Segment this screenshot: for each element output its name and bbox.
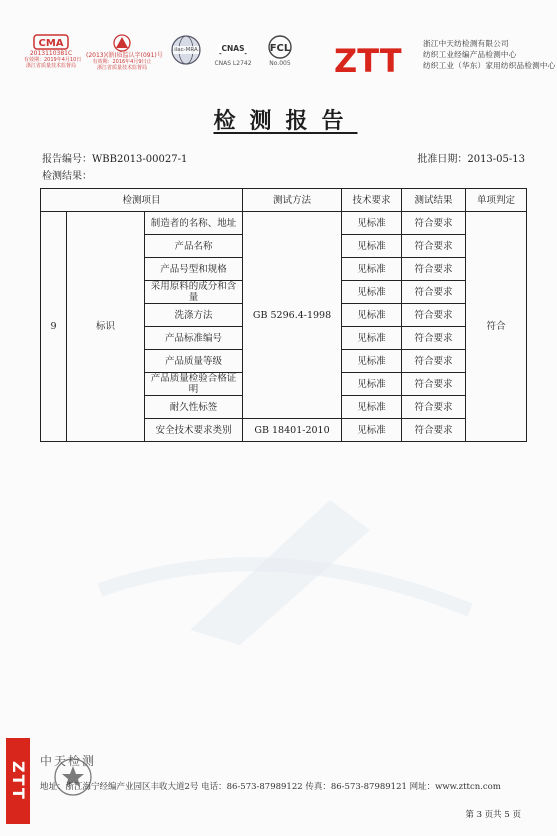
cal-triangle-icon <box>110 34 134 52</box>
watermark-icon <box>70 470 490 650</box>
row-requirement: 见标准 <box>342 212 402 235</box>
row-result: 符合要求 <box>402 419 466 442</box>
row-item: 产品质量检验合格证明 <box>145 373 243 396</box>
col-header-result: 测试结果 <box>402 189 466 212</box>
org-line-1: 浙江中天纺检测有限公司 <box>423 39 509 48</box>
company-name: 中天检测 <box>40 754 97 768</box>
row-requirement: 见标准 <box>342 304 402 327</box>
page-number: 第 3 页共 5 页 <box>465 810 521 820</box>
cnas-code: CNAS L2742 <box>214 60 252 67</box>
col-header-item: 检测项目 <box>41 189 243 212</box>
certification-logos <box>20 34 556 84</box>
result-label: 检测结果： <box>42 171 92 182</box>
results-table <box>40 188 527 442</box>
col-header-method: 测试方法 <box>243 189 342 212</box>
ztt-logo-icon <box>334 42 418 78</box>
fcl-code: No.005 <box>269 60 291 67</box>
row-requirement: 见标准 <box>342 373 402 396</box>
row-result: 符合要求 <box>402 212 466 235</box>
row-requirement: 见标准 <box>342 396 402 419</box>
row-item: 采用原料的成分和含量 <box>145 281 243 304</box>
method-cell: GB 5296.4-1998 <box>243 212 342 419</box>
approval-date: 批准日期：2013-05-13 <box>417 154 525 165</box>
svg-text:FCL: FCL <box>269 43 291 54</box>
method-cell: GB 18401-2010 <box>243 419 342 442</box>
fcl-mark-icon <box>263 34 297 60</box>
col-header-verdict: 单项判定 <box>466 189 527 212</box>
row-requirement: 见标准 <box>342 235 402 258</box>
row-result: 符合要求 <box>402 350 466 373</box>
row-result: 符合要求 <box>402 304 466 327</box>
row-item: 产品名称 <box>145 235 243 258</box>
ztt-vertical-brand: ZTT <box>6 738 30 824</box>
cal-logo <box>86 34 163 71</box>
row-item: 制造者的名称、地址 <box>145 212 243 235</box>
org-line-3: 纺织工业（华东）家用纺织品检测中心 <box>423 61 556 70</box>
row-requirement: 见标准 <box>342 281 402 304</box>
row-item: 产品号型和规格 <box>145 258 243 281</box>
cal-sub-2: 浙江省质量技术监督局 <box>96 65 147 71</box>
fcl-logo <box>260 34 300 67</box>
row-result: 符合要求 <box>402 281 466 304</box>
report-number: 报告编号：WBB2013-00027-1 <box>42 154 188 165</box>
cma-logo <box>24 34 82 69</box>
col-header-requirement: 技术要求 <box>342 189 402 212</box>
cma-code: 2013110381C <box>29 50 73 57</box>
table-row <box>41 212 527 235</box>
ilac-label: ilac-MRA <box>174 47 198 53</box>
row-item: 耐久性标签 <box>145 396 243 419</box>
row-requirement: 见标准 <box>342 419 402 442</box>
row-item: 产品标准编号 <box>145 327 243 350</box>
row-requirement: 见标准 <box>342 327 402 350</box>
svg-text:CMA: CMA <box>38 38 64 49</box>
ilac-logo <box>166 34 206 66</box>
ztt-logo-text: ZTT <box>334 42 402 78</box>
row-item: 洗涤方法 <box>145 304 243 327</box>
cma-sub-2: 浙江省质量技术监督局 <box>25 63 76 69</box>
row-requirement: 见标准 <box>342 258 402 281</box>
row-requirement: 见标准 <box>342 350 402 373</box>
org-name <box>423 38 556 71</box>
row-result: 符合要求 <box>402 235 466 258</box>
row-item: 安全技术要求类别 <box>145 419 243 442</box>
group-name: 标识 <box>67 212 145 442</box>
company-address: 地址：浙江海宁经编产业园区丰收大道2号 电话：86-573-87989122 传真：86-573-87989121 网址：www.zttcn.com <box>40 782 501 792</box>
row-result: 符合要求 <box>402 327 466 350</box>
cma-mark-icon <box>33 34 69 50</box>
group-number: 9 <box>41 212 67 442</box>
cma-sub-1: 有效期：2019年4月10日 <box>24 57 82 63</box>
verdict-cell: 符合 <box>466 212 527 442</box>
svg-text:CNAS: CNAS <box>221 44 245 53</box>
cal-sub-1: 有效期：2016年4月9日止 <box>92 59 152 65</box>
row-item: 产品质量等级 <box>145 350 243 373</box>
cnas-mark-icon <box>216 34 250 60</box>
cnas-logo <box>210 34 256 67</box>
row-result: 符合要求 <box>402 373 466 396</box>
cal-code: (2013)(浙)质监认字(091)号 <box>86 52 163 59</box>
org-line-2: 纺织工业经编产品检测中心 <box>423 50 517 59</box>
page-title <box>0 104 557 135</box>
table-header-row <box>41 189 527 212</box>
page-title-text: 检测报告 <box>213 108 358 134</box>
row-result: 符合要求 <box>402 258 466 281</box>
row-result: 符合要求 <box>402 396 466 419</box>
